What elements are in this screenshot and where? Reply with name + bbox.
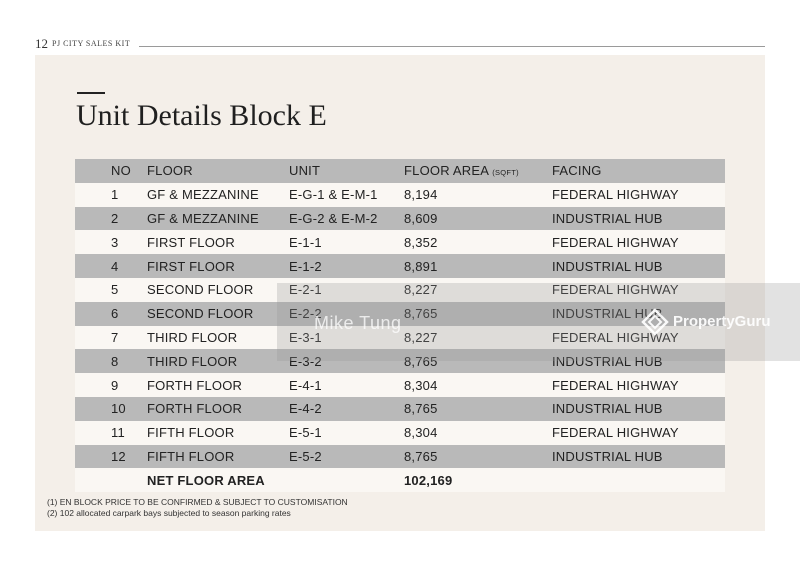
cell-area: 8,765	[404, 306, 438, 322]
cell-unit: E-G-1 & E-M-1	[289, 187, 378, 203]
cell-area: 8,609	[404, 210, 438, 226]
cell-floor: FIFTH FLOOR	[147, 448, 235, 464]
table-row	[75, 421, 725, 445]
cell-floor: GF & MEZZANINE	[147, 210, 259, 226]
cell-no: 1	[111, 187, 119, 203]
cell-floor: GF & MEZZANINE	[147, 187, 259, 203]
cell-unit: E-1-2	[289, 258, 322, 274]
cell-no: 8	[111, 353, 119, 369]
cell-no: 4	[111, 258, 119, 274]
floor-area-unit: (SQFT)	[492, 168, 519, 178]
cell-facing: FEDERAL HIGHWAY	[552, 234, 679, 250]
cell-unit: E-2-1	[289, 282, 322, 298]
cell-facing: FEDERAL HIGHWAY	[552, 282, 679, 298]
net-floor-area-row	[75, 468, 725, 492]
cell-no: 7	[111, 329, 119, 345]
cell-floor: FIRST FLOOR	[147, 234, 235, 250]
cell-unit: E-4-2	[289, 401, 322, 417]
column-header-no: NO	[111, 163, 131, 179]
cell-facing: FEDERAL HIGHWAY	[552, 329, 679, 345]
cell-unit: E-3-1	[289, 329, 322, 345]
cell-unit: E-2-2	[289, 306, 322, 322]
cell-facing-empty	[552, 468, 725, 492]
cell-facing: FEDERAL HIGHWAY	[552, 377, 679, 393]
cell-area: 8,765	[404, 448, 438, 464]
cell-facing: INDUSTRIAL HUB	[552, 306, 663, 322]
cell-no: 12	[111, 448, 126, 464]
cell-no: 10	[111, 401, 126, 417]
cell-floor: FORTH FLOOR	[147, 401, 243, 417]
cell-facing: INDUSTRIAL HUB	[552, 353, 663, 369]
cell-no: 5	[111, 282, 119, 298]
cell-floor: FORTH FLOOR	[147, 377, 243, 393]
cell-facing: INDUSTRIAL HUB	[552, 258, 663, 274]
cell-area: 8,765	[404, 401, 438, 417]
cell-area: 8,352	[404, 234, 438, 250]
table-row	[75, 445, 725, 469]
page-header	[35, 36, 765, 52]
cell-floor: THIRD FLOOR	[147, 353, 238, 369]
footnote: (1) EN BLOCK PRICE TO BE CONFIRMED & SUBJECT TO CUSTOMISATION	[47, 497, 348, 507]
cell-facing: INDUSTRIAL HUB	[552, 448, 663, 464]
cell-no: 3	[111, 234, 119, 250]
cell-floor: SECOND FLOOR	[147, 306, 254, 322]
cell-unit: E-5-2	[289, 448, 322, 464]
cell-unit: E-4-1	[289, 377, 322, 393]
cell-area: 8,304	[404, 377, 438, 393]
kit-title: PJ CITY SALES KIT	[52, 39, 131, 48]
cell-floor: THIRD FLOOR	[147, 329, 238, 345]
propertyguru-logo-icon	[641, 308, 669, 336]
cell-no: 6	[111, 306, 119, 322]
cell-area: 8,891	[404, 258, 438, 274]
cell-no: 2	[111, 210, 119, 226]
floor-area-label: FLOOR AREA	[404, 163, 489, 179]
column-header-floor-area	[404, 159, 552, 183]
cell-no: 9	[111, 377, 119, 393]
cell-area: 8,304	[404, 425, 438, 441]
cell-floor: FIRST FLOOR	[147, 258, 235, 274]
cell-facing: FEDERAL HIGHWAY	[552, 425, 679, 441]
table-row	[75, 373, 725, 397]
net-floor-area-value: 102,169	[404, 468, 552, 492]
cell-unit: E-3-2	[289, 353, 322, 369]
cell-facing: INDUSTRIAL HUB	[552, 401, 663, 417]
footnote: (2) 102 allocated carpark bays subjected to season parking rates	[47, 507, 291, 518]
cell-area: 8,765	[404, 353, 438, 369]
cell-unit: E-5-1	[289, 425, 322, 441]
watermark-brand: PropertyGuru	[673, 313, 771, 330]
page-title: Unit Details Block E	[76, 99, 327, 132]
footnotes	[47, 497, 348, 518]
cell-area: 8,227	[404, 329, 438, 345]
title-accent-line	[77, 92, 105, 94]
cell-no-empty	[75, 468, 147, 492]
table-row	[75, 207, 725, 231]
table-row	[75, 230, 725, 254]
table-row	[75, 183, 725, 207]
page-number: 12	[35, 36, 48, 51]
table-row	[75, 397, 725, 421]
cell-facing: FEDERAL HIGHWAY	[552, 187, 679, 203]
column-header-unit: UNIT	[289, 163, 321, 179]
cell-area: 8,227	[404, 282, 438, 298]
header-divider	[139, 46, 765, 47]
table-row	[75, 254, 725, 278]
cell-facing: INDUSTRIAL HUB	[552, 210, 663, 226]
cell-no: 11	[111, 425, 125, 441]
column-header-floor: FLOOR	[147, 163, 193, 179]
watermark-overlay	[277, 283, 800, 361]
net-floor-area-label: NET FLOOR AREA	[147, 468, 404, 492]
cell-unit: E-G-2 & E-M-2	[289, 210, 378, 226]
cell-floor: FIFTH FLOOR	[147, 425, 235, 441]
cell-unit: E-1-1	[289, 234, 322, 250]
table-header-row	[75, 159, 725, 183]
column-header-facing: FACING	[552, 163, 602, 179]
cell-floor: SECOND FLOOR	[147, 282, 254, 298]
cell-area: 8,194	[404, 187, 438, 203]
watermark-agent-name: Mike Tung	[314, 313, 402, 333]
